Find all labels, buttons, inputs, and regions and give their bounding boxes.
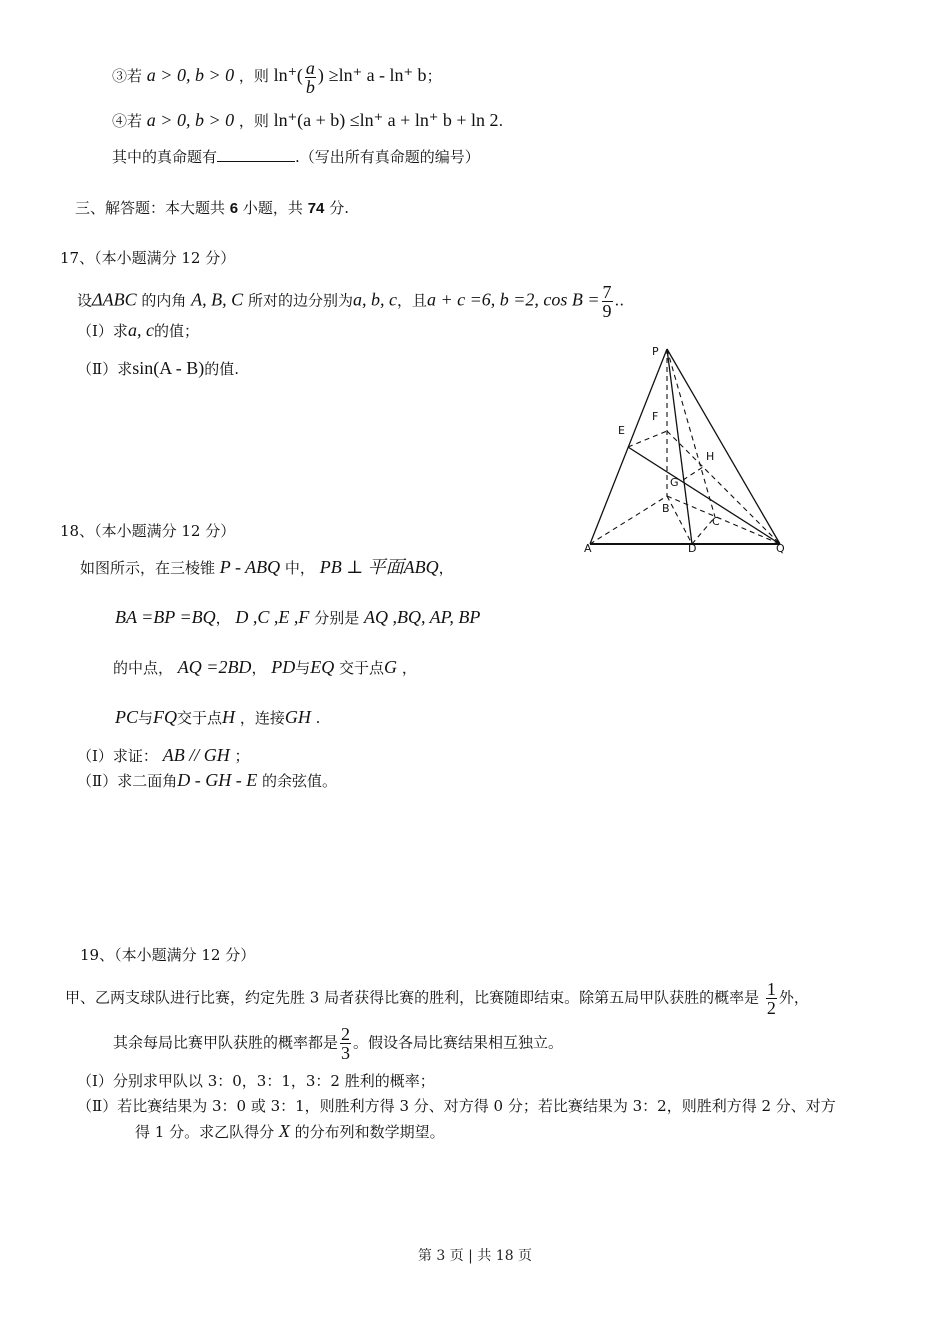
part-label: （Ⅱ）求 [77,360,133,378]
ln-symbol: ln [273,65,288,85]
denominator: 3 [341,1043,351,1063]
label-a: A [584,542,592,555]
math: PC [115,707,139,727]
question-header: 18、（本小题满分 12 分） [60,522,236,540]
text: ； [234,747,250,765]
denominator: 9 [602,301,612,321]
q19-header [80,945,255,965]
q19-part-1 [77,1071,435,1091]
part-label: （Ⅰ）求 [77,322,128,340]
item-marker: ③若 [112,67,143,85]
label-d: D [688,542,697,555]
text: 如图所示，在三棱锥 [80,559,216,577]
question-header: 19、（本小题满分 12 分） [80,946,256,964]
text: 所对的边分别为 [247,291,353,310]
edge-pc [667,349,715,517]
section-text: 三、解答题：本大题共 [75,199,226,217]
q18-header [60,521,235,541]
text: 的值； [153,322,199,340]
math: PD [271,657,296,677]
math: FQ [153,707,178,727]
text: 外， [778,988,809,1007]
math: P - ABQ [219,557,281,577]
q19-line-1 [65,980,809,1017]
numerator: 1 [766,979,776,999]
math: G [384,657,398,677]
q18-line-3 [113,657,417,678]
text: 交于点 [339,659,385,677]
text: ，连接 [239,709,285,727]
label-b: B [662,502,670,515]
text: 与 [138,709,154,727]
numerator: 7 [602,282,612,302]
label-p: P [652,345,659,358]
q18-line-1 [80,557,454,578]
q18-part-1 [77,745,250,766]
label-e: E [618,424,625,437]
text: 与 [295,659,311,677]
inequality-rhs: ≥ln⁺ a - ln⁺ b [328,65,427,85]
question-header: 17、（本小题满分 12 分） [60,249,236,267]
punct: .. [614,291,625,310]
edge-pq [667,349,780,544]
q16-item-3: ③若 a > 0, b > 0 ，则 ln+( $\frac{a}{b}$ ) ≥ln⁺ a - ln⁺ b； [112,57,442,97]
part-text: 得 1 分。求乙队得分 [135,1123,275,1141]
edge-pd [667,349,692,544]
edge-bd [667,496,692,544]
math: D - GH - E [177,770,258,790]
label-f: F [652,410,659,423]
math: BA =BP =BQ [115,607,216,627]
fraction-two-thirds [340,1025,351,1062]
edge-bq [667,496,780,544]
prompt-suffix: .（写出所有真命题的编号） [295,148,480,166]
text: 的内角 [141,291,187,310]
text: 设 [77,291,93,310]
math: AQ ,BQ, AP, BP [364,607,481,627]
text: 。假设各局比赛结果相互独立。 [353,1033,564,1052]
edge-fq [667,431,780,544]
math: EQ [310,657,335,677]
item-marker: ④若 [112,112,143,130]
part-text: （Ⅰ）分别求甲队以 3：0，3：1，3：2 胜利的概率； [77,1072,435,1090]
page-number: 第 3 页 | 共 18 页 [417,1248,533,1264]
inequality: ln⁺(a + b) ≤ln⁺ a + ln⁺ b + ln 2 [273,110,499,130]
denominator: 2 [766,998,776,1018]
text: 中， [284,559,315,577]
text: ， [215,609,231,627]
conjunction: ，则 [238,67,269,85]
numerator: 2 [341,1024,351,1044]
text: 其余每局比赛甲队获胜的概率都是 [113,1033,339,1052]
text: 的值. [204,360,239,378]
text: 的中点， [113,659,174,677]
text: 的余弦值。 [261,772,337,790]
label-c: C [712,515,720,528]
edge-gh [683,467,703,480]
label-h: H [706,450,715,463]
text: ， [401,659,417,677]
part-text: （Ⅱ）若比赛结果为 3：0 或 3：1，则胜利方得 3 分、对方得 0 分；若比赛结果为 3：2，则胜利方得 2 分、对方 [77,1097,836,1115]
math: ΔABC [92,289,137,310]
superscript: + [287,65,297,78]
math: D ,C ,E ,F [235,607,310,627]
text: 甲、乙两支球队进行比赛，约定先胜 3 局者获得比赛的胜利，比赛随即结束。除第五局甲队获胜的概率是 [65,988,760,1007]
math: PB ⊥ 平面ABQ [319,557,439,577]
section-text: 分. [329,199,349,217]
prompt-text: 其中的真命题有 [112,148,218,166]
text: 交于点 [177,709,223,727]
fraction-one-half [766,980,777,1017]
numerator: a [305,57,315,78]
text: ，且 [396,291,427,310]
page-footer [0,1245,950,1265]
q18-line-2 [115,607,480,628]
edge-ab [590,496,667,544]
section-text: 小题，共 [242,199,303,217]
part-label: （Ⅱ）求二面角 [77,772,178,790]
denominator: b [305,76,315,97]
q19-part-2-cont [135,1121,445,1142]
condition: a > 0, b > 0 [146,110,235,130]
q19-part-2 [77,1096,836,1116]
question-count: 6 [229,200,239,217]
math: AQ =2BD [177,657,252,677]
q18-line-4 [115,707,320,728]
math: GH [284,707,311,727]
text: ， [438,559,454,577]
total-score: 74 [307,200,325,217]
text: . [315,709,321,727]
math: H [222,707,236,727]
punct: ； [426,67,442,85]
punct: . [498,112,504,130]
condition: a > 0, b > 0 [146,65,235,85]
text: ， [251,659,267,677]
part-text: 的分布列和数学期望。 [294,1123,445,1141]
math: A, B, C [191,289,244,310]
math: a, c [127,320,154,340]
text: 分别是 [314,609,360,627]
label-q: Q [776,542,785,555]
math: AB // GH [162,745,230,765]
q19-line-2 [113,1025,563,1062]
math: a, b, c [352,289,397,310]
part-label: （Ⅰ）求证： [77,747,158,765]
q18-part-2 [77,770,337,791]
conjunction: ，则 [238,112,269,130]
math: a + c =6, b =2, cos B = [426,289,600,310]
math: X [278,1121,290,1141]
math: sin(A - B) [132,358,205,378]
label-g: G [670,476,679,489]
